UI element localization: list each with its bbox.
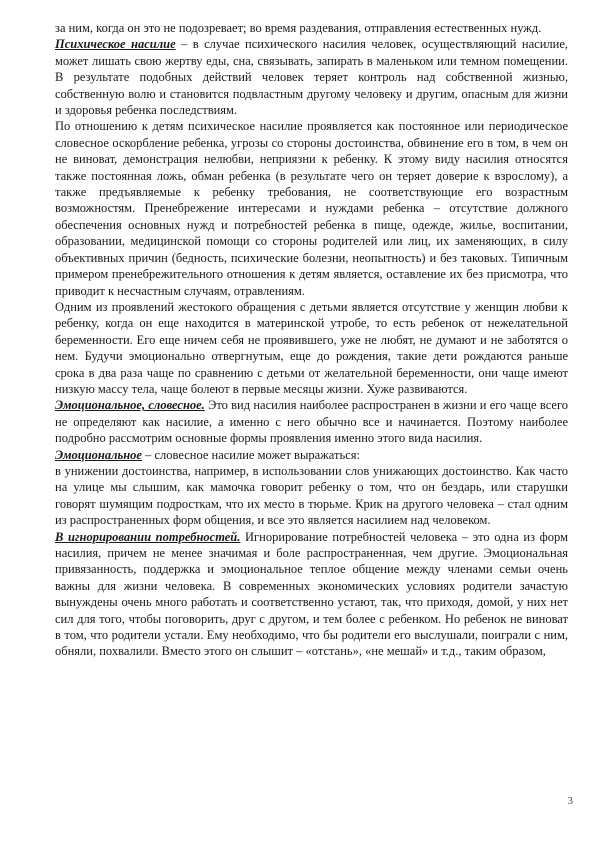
paragraph-psychological-violence: Психическое насилие – в случае психического насилия человек, осуществляющий насилие, может лишать свою жертву еды, сна, связывать, запирать в маленьком или темном помещении. В результате подобных действий человек теряет контроль над собственной жизнью, собственную волю и становится подвластным другому человеку и другим, опасным для жизни и здоровья ребенка последствиям. xyxy=(55,37,568,118)
paragraph-unwanted-pregnancy: Одним из проявлений жестокого обращения с детьми является отсутствие у женщин любви к ребенку, когда он еще находится в материнской утробе, то есть ребенок от нежелательной беременности. Его еще ничем себя не проявившего, уже не любят, не думают и не заботятся о нем. Будучи эмоционально отвергнутым, еще до рождения, такие дети рождаются раньше срока в два раза чаще по сравнению с детьми от желательной беременности, они чаще имеют низкую массу тела, чаще болеют в первые месяцы жизни. Хуже развиваются. xyxy=(55,299,568,396)
term-ignoring-needs: В игнорировании потребностей. xyxy=(55,529,241,544)
page-number: 3 xyxy=(567,795,573,807)
term-emotional: Эмоциональное xyxy=(55,447,142,462)
paragraph-children-psychological: По отношению к детям психическое насилие проявляется как постоянное или периодическое словесное оскорбление ребенка, угрозы со стороны достоинства, обвинение его в том, в чем он не виноват, демонстрация нелюбви, неприязни к ребенку. К этому виду насилия относятся также постоянная ложь, обман ребенка (в результате чего он теряет доверие к взрослому), а также предъявляемые к ребенку требования, не соответствующие его возрастным возможностям. Пренебрежение интересами и нуждами ребенка – отсутствие должного обеспечения основных нужд и потребностей ребенка в пище, одежде, жилье, воспитании, образовании, медицинской помощи со стороны родителей или лиц, их заменяющих, в силу объективных причин (бедность, психические болезни, неопытность) и без таковых. Типичным примером пренебрежительного отношения к детям является, оставление их без присмотра, что приводит к несчастным случаям, отравлениям. xyxy=(55,119,568,298)
term-emotional-verbal: Эмоциональное, словесное. xyxy=(55,398,205,413)
document-page xyxy=(55,20,568,812)
paragraph-emotional-verbal: Эмоциональное, словесное. Это вид насилия наиболее распространен в жизни и его чаще всего не определяют как насилие, а именно с него обычно все и начинается. Поэтому наиболее подробно рассмотрим основные формы проявления именно этого вида насилия. xyxy=(55,398,569,446)
paragraph-emotional-forms: Эмоциональное – словесное насилие может выражаться: xyxy=(55,447,360,462)
term-psychological-violence: Психическое насилие xyxy=(55,37,176,52)
paragraph-continuation: за ним, когда он это не подозревает; во время раздевания, отправления естественных нужд. xyxy=(55,21,542,35)
paragraph-ignoring-needs: В игнорировании потребностей. Игнорирование потребностей человека – это одна из форм насилия, причем не менее значимая и боле распространенная, чем другие. Эмоциональная привязанность, поддержка и эмоциональное теплое общение между членами семьи очень важны для жизни человека. В современных экономических условиях родители зачастую вынуждены очень много работать и соответственно устают, так, что приходя, домой, у них нет сил для того, чтобы поговорить, друг с другом, и тем более с ребенком. Но ребенок не виноват в том, что родители устали. Ему необходимо, что бы родители его выслушали, поиграли с ним, обняли, похвалили. Вместо этого он слышит – «отстань», «не мешай» и т.д., таким образом, xyxy=(55,529,568,659)
paragraph-humiliation: в унижении достоинства, например, в использовании слов унижающих достоинство. Как часто на улице мы слышим, как мамочка говорит ребенку о том, что он бездарь, или старушки говорят шумящим подросткам, что их место в тюрьме. Крик на другого человека – стал одним из распространенных форм общения, и все это является насилием над человеком. xyxy=(55,463,568,528)
